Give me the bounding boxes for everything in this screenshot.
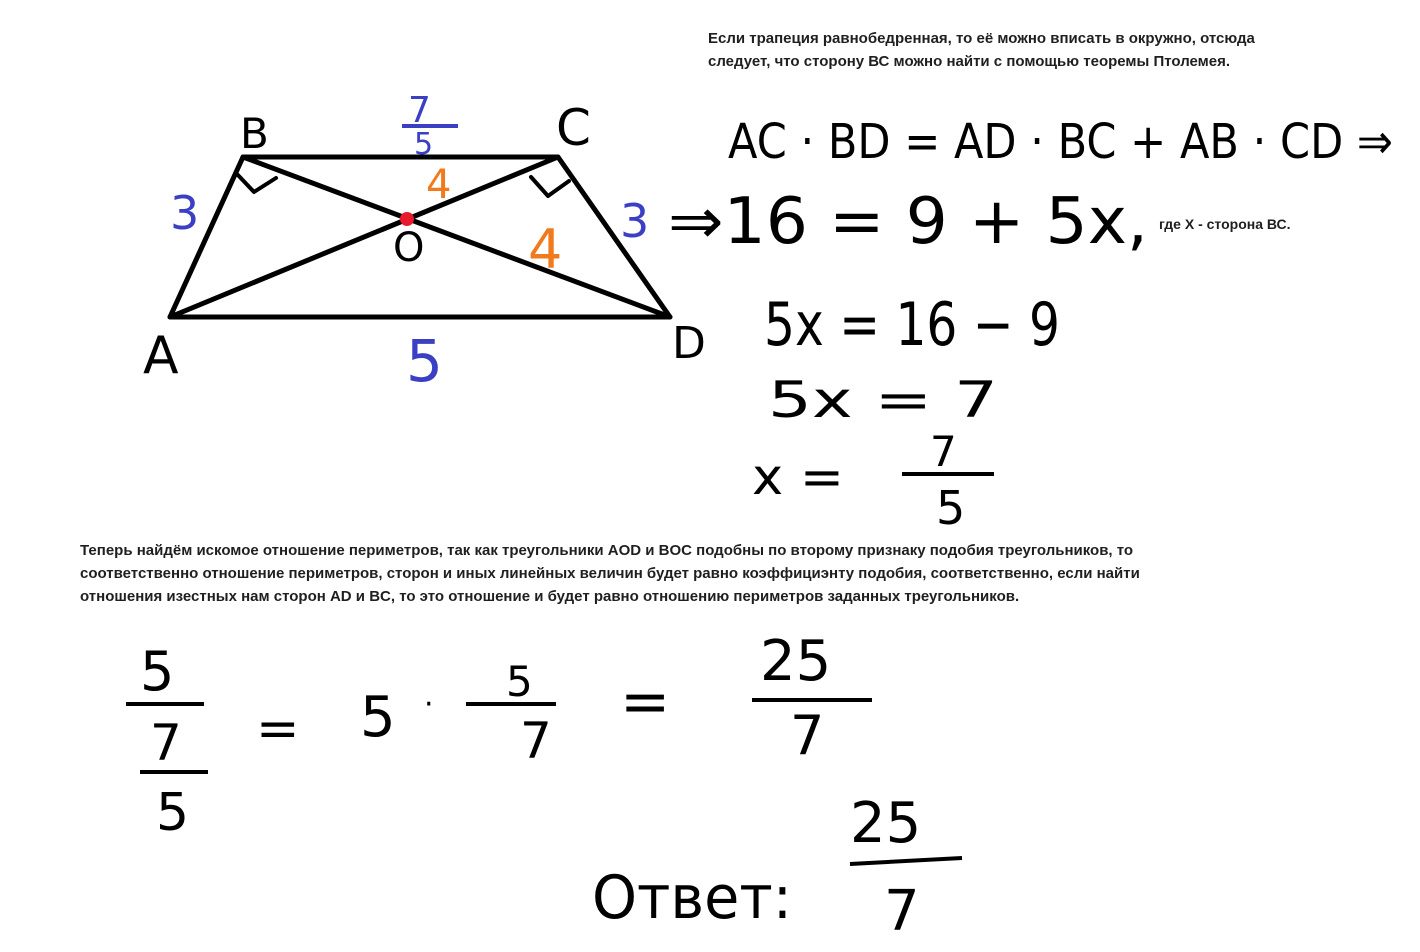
equation-line-4-lhs: x = <box>752 448 844 506</box>
equation-line-4-numerator: 7 <box>930 427 957 476</box>
ratio-inner-denominator: 5 <box>156 783 190 843</box>
equation-line-2: 5x = 16 − 9 <box>764 290 1060 360</box>
answer-numerator: 25 <box>850 791 922 856</box>
note-x-definition: где Х - сторона ВС. <box>1159 216 1291 232</box>
diagonal-ac <box>170 157 558 317</box>
right-angle-mark-c <box>531 177 569 196</box>
trapezoid-figure <box>143 90 706 395</box>
vertex-label-o: O <box>393 225 425 271</box>
ratio-mult-denominator: 7 <box>520 712 552 770</box>
ratio-mult-numerator: 5 <box>506 657 533 706</box>
side-ad-length: 5 <box>406 327 443 395</box>
equation-line-4-denominator: 5 <box>936 481 966 535</box>
side-bc-denominator: 5 <box>414 127 434 162</box>
note-top-line-1: Если трапеция равнобедренная, то её можно вписать в окружно, отсюда <box>708 30 1255 47</box>
diagonal-bd <box>243 157 670 317</box>
ratio-dot: · <box>424 687 434 722</box>
perimeter-ratio <box>126 629 872 843</box>
final-answer <box>592 791 962 944</box>
ptolemy-equation: AC · BD = AD · BC + AB · CD ⇒ <box>728 114 1393 170</box>
vertex-label-b: B <box>240 109 269 158</box>
ratio-result-denominator: 7 <box>790 704 825 767</box>
answer-denominator: 7 <box>884 879 920 944</box>
side-ab-length: 3 <box>170 186 200 240</box>
side-bc-numerator: 7 <box>408 90 431 131</box>
right-angle-mark-b <box>236 173 276 192</box>
ratio-outer-numerator: 5 <box>140 640 175 703</box>
answer-fraction-bar <box>850 858 962 864</box>
ratio-inner-numerator: 7 <box>150 714 182 772</box>
segment-ob-length: 4 <box>426 162 452 208</box>
center-point-o <box>400 212 414 226</box>
ratio-equals-2: = <box>620 667 671 737</box>
answer-label: Ответ: <box>592 863 792 933</box>
segment-oc-length: 4 <box>528 218 563 281</box>
vertex-label-a: A <box>143 326 179 386</box>
note-top-line-2: следует, что сторону ВС можно найти с помощью теоремы Птолемея. <box>708 53 1231 70</box>
ratio-result-numerator: 25 <box>760 629 832 694</box>
vertex-label-c: C <box>556 99 591 157</box>
note-middle-line-3: отношения изестных нам сторон AD и BC, то это отношение и будет равно отношению периметров заданных треугольников. <box>80 588 1020 605</box>
equation-line-3: 5x = 7 <box>768 371 998 429</box>
equation-line-1: ⇒16 = 9 + 5x, <box>668 185 1148 259</box>
ptolemy-derivation <box>668 114 1393 535</box>
vertex-label-d: D <box>672 318 706 369</box>
side-cd-length: 3 <box>620 194 650 248</box>
ratio-multiplier: 5 <box>360 685 396 750</box>
note-middle-line-2: соответственно отношение периметров, сторон и иных линейных величин будет равно коэффициэнту подобия, соответственно, если найти <box>80 565 1140 582</box>
note-middle-line-1: Теперь найдём искомое отношение периметров, так как треугольники AOD и BOC подобны по второму признаку подобия треугольников, то <box>80 542 1134 559</box>
ratio-equals-1: = <box>256 699 300 759</box>
